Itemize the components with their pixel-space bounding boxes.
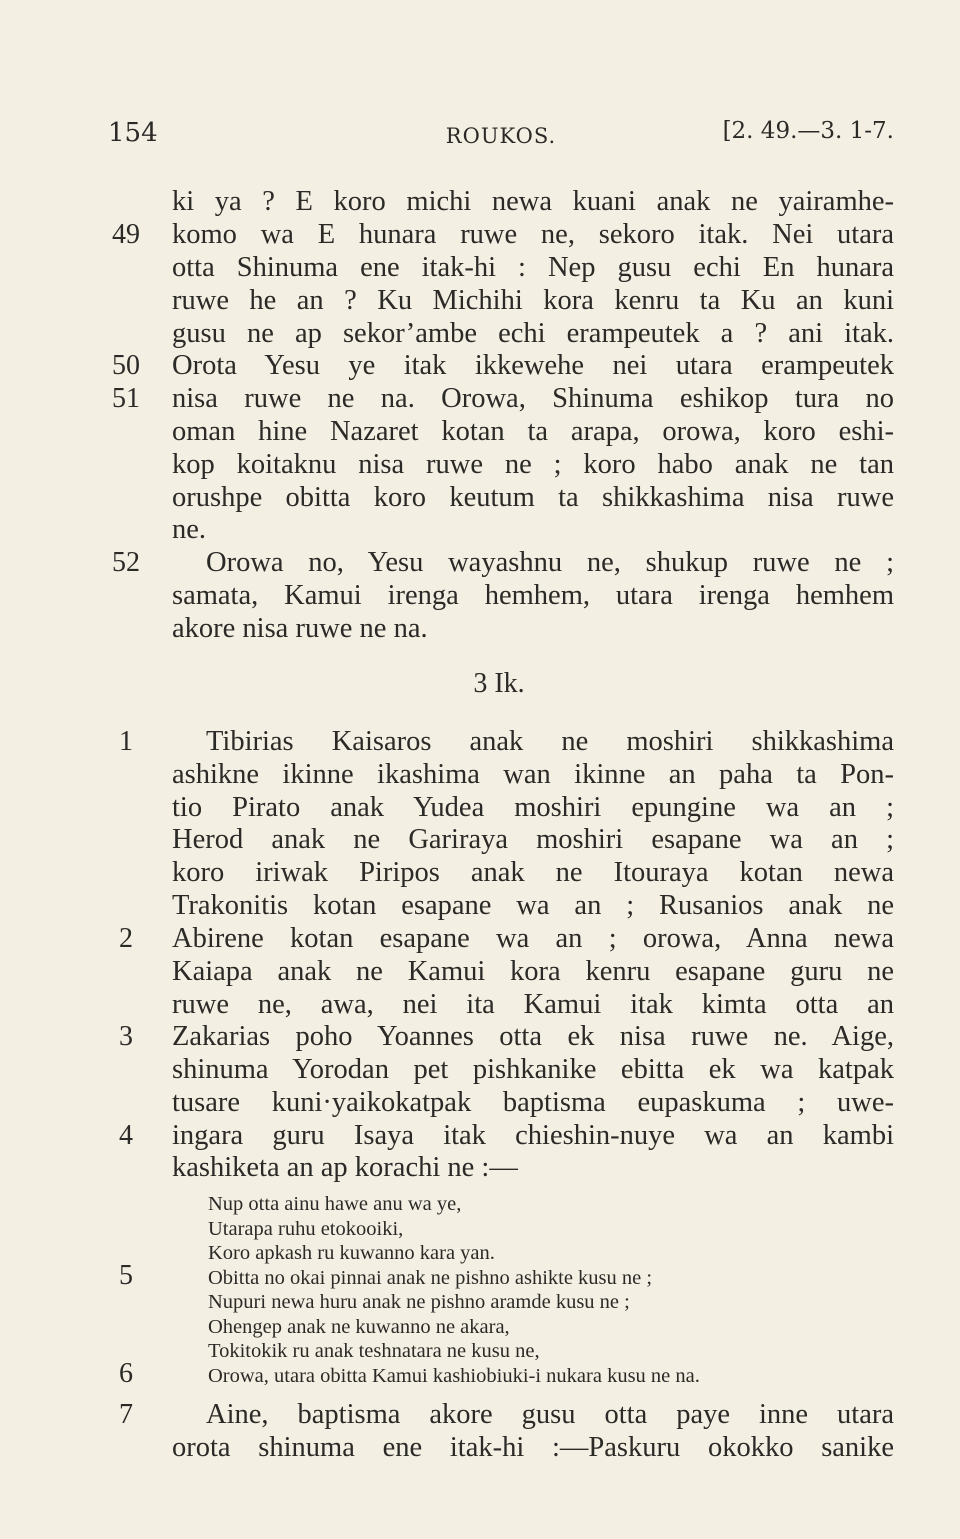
text-line: ruwe ne, awa, nei ita Kamui itak kimta otta an bbox=[172, 989, 894, 1020]
poem-line: Tokitokik ru anak teshnatara ne kusu ne, bbox=[208, 1340, 540, 1362]
text-line: Zakarias poho Yoannes otta ek nisa ruwe ne. Aige, bbox=[172, 1021, 894, 1052]
poem-line: Nupuri newa huru anak ne pishno aramde kusu ne ; bbox=[208, 1291, 630, 1313]
poem-line: Obitta no okai pinnai anak ne pishno ashikte kusu ne ; bbox=[208, 1267, 653, 1289]
text-line: ne. bbox=[172, 514, 207, 545]
verse-number: 3 bbox=[119, 1021, 133, 1052]
running-title: ROUKOS. bbox=[445, 124, 557, 148]
text-line: kop koitaknu nisa ruwe ne ; koro habo anak ne tan bbox=[172, 449, 894, 480]
text-line: Trakonitis kotan esapane wa an ; Rusanios anak ne bbox=[172, 890, 894, 921]
text-line: kashiketa an ap korachi ne :— bbox=[172, 1152, 518, 1183]
text-line: ki ya ? E koro michi newa kuani anak ne yairamhe- bbox=[172, 186, 894, 217]
page-number: 154 bbox=[108, 118, 158, 148]
text-line: Aine, baptisma akore gusu otta paye inne utara bbox=[206, 1399, 894, 1430]
verse-number: 7 bbox=[119, 1399, 133, 1430]
text-line: gusu ne ap sekor’ambe echi erampeutek a ? ani itak. bbox=[172, 318, 894, 349]
text-line: akore nisa ruwe ne na. bbox=[172, 613, 428, 644]
verse-number: 6 bbox=[119, 1358, 133, 1389]
poem-line: Utarapa ruhu etokooiki, bbox=[208, 1218, 404, 1240]
verse-number: 1 bbox=[119, 726, 133, 757]
poem-line: Nup otta ainu hawe anu wa ye, bbox=[208, 1193, 462, 1215]
text-line: shinuma Yorodan pet pishkanike ebitta ek wa katpak bbox=[172, 1054, 894, 1085]
text-line: komo wa E hunara ruwe ne, sekoro itak. Nei utara bbox=[172, 219, 894, 250]
verse-number: 49 bbox=[112, 219, 140, 250]
chapter-verse-reference: [2. 49.—3. 1-7. bbox=[722, 118, 894, 144]
poem-line: Koro apkash ru kuwanno kara yan. bbox=[208, 1242, 495, 1264]
text-line: koro iriwak Piripos anak ne Itouraya kotan newa bbox=[172, 857, 894, 888]
poem-line: Orowa, utara obitta Kamui kashiobiuki-i nukara kusu ne na. bbox=[208, 1365, 700, 1387]
text-line: ingara guru Isaya itak chieshin-nuye wa an kambi bbox=[172, 1120, 894, 1151]
text-line: ashikne ikinne ikashima wan ikinne an paha ta Pon- bbox=[172, 759, 894, 790]
text-line: tusare kuni·yaikokatpak baptisma eupaskuma ; uwe- bbox=[172, 1087, 894, 1118]
chapter-heading: 3 Ik. bbox=[473, 668, 525, 699]
text-line: samata, Kamui irenga hemhem, utara irenga hemhem bbox=[172, 580, 894, 611]
page-header bbox=[108, 118, 894, 158]
text-line: Kaiapa anak ne Kamui kora kenru esapane guru ne bbox=[172, 956, 894, 987]
text-line: nisa ruwe ne na. Orowa, Shinuma eshikop tura no bbox=[172, 383, 894, 414]
text-line: orushpe obitta koro keutum ta shikkashima nisa ruwe bbox=[172, 482, 894, 513]
text-line: tio Pirato anak Yudea moshiri epungine wa an ; bbox=[172, 792, 894, 823]
text-line: Tibirias Kaisaros anak ne moshiri shikkashima bbox=[206, 726, 894, 757]
verse-number: 52 bbox=[112, 547, 140, 578]
text-line: orota shinuma ene itak-hi :—Paskuru okokko sanike bbox=[172, 1432, 894, 1463]
verse-number: 2 bbox=[119, 923, 133, 954]
verse-number: 5 bbox=[119, 1260, 133, 1291]
poem-line: Ohengep anak ne kuwanno ne akara, bbox=[208, 1316, 510, 1338]
verse-number: 4 bbox=[119, 1120, 133, 1151]
text-line: otta Shinuma ene itak-hi : Nep gusu echi En hunara bbox=[172, 252, 894, 283]
verse-number: 51 bbox=[112, 383, 140, 414]
text-line: Abirene kotan esapane wa an ; orowa, Anna newa bbox=[172, 923, 894, 954]
text-line: Orota Yesu ye itak ikkewehe nei utara erampeutek bbox=[172, 350, 894, 381]
text-line: ruwe he an ? Ku Michihi kora kenru ta Ku an kuni bbox=[172, 285, 894, 316]
text-line: Herod anak ne Gariraya moshiri esapane wa an ; bbox=[172, 824, 894, 855]
text-line: oman hine Nazaret kotan ta arapa, orowa, koro eshi- bbox=[172, 416, 894, 447]
verse-number: 50 bbox=[112, 350, 140, 381]
text-line: Orowa no, Yesu wayashnu ne, shukup ruwe ne ; bbox=[206, 547, 894, 578]
